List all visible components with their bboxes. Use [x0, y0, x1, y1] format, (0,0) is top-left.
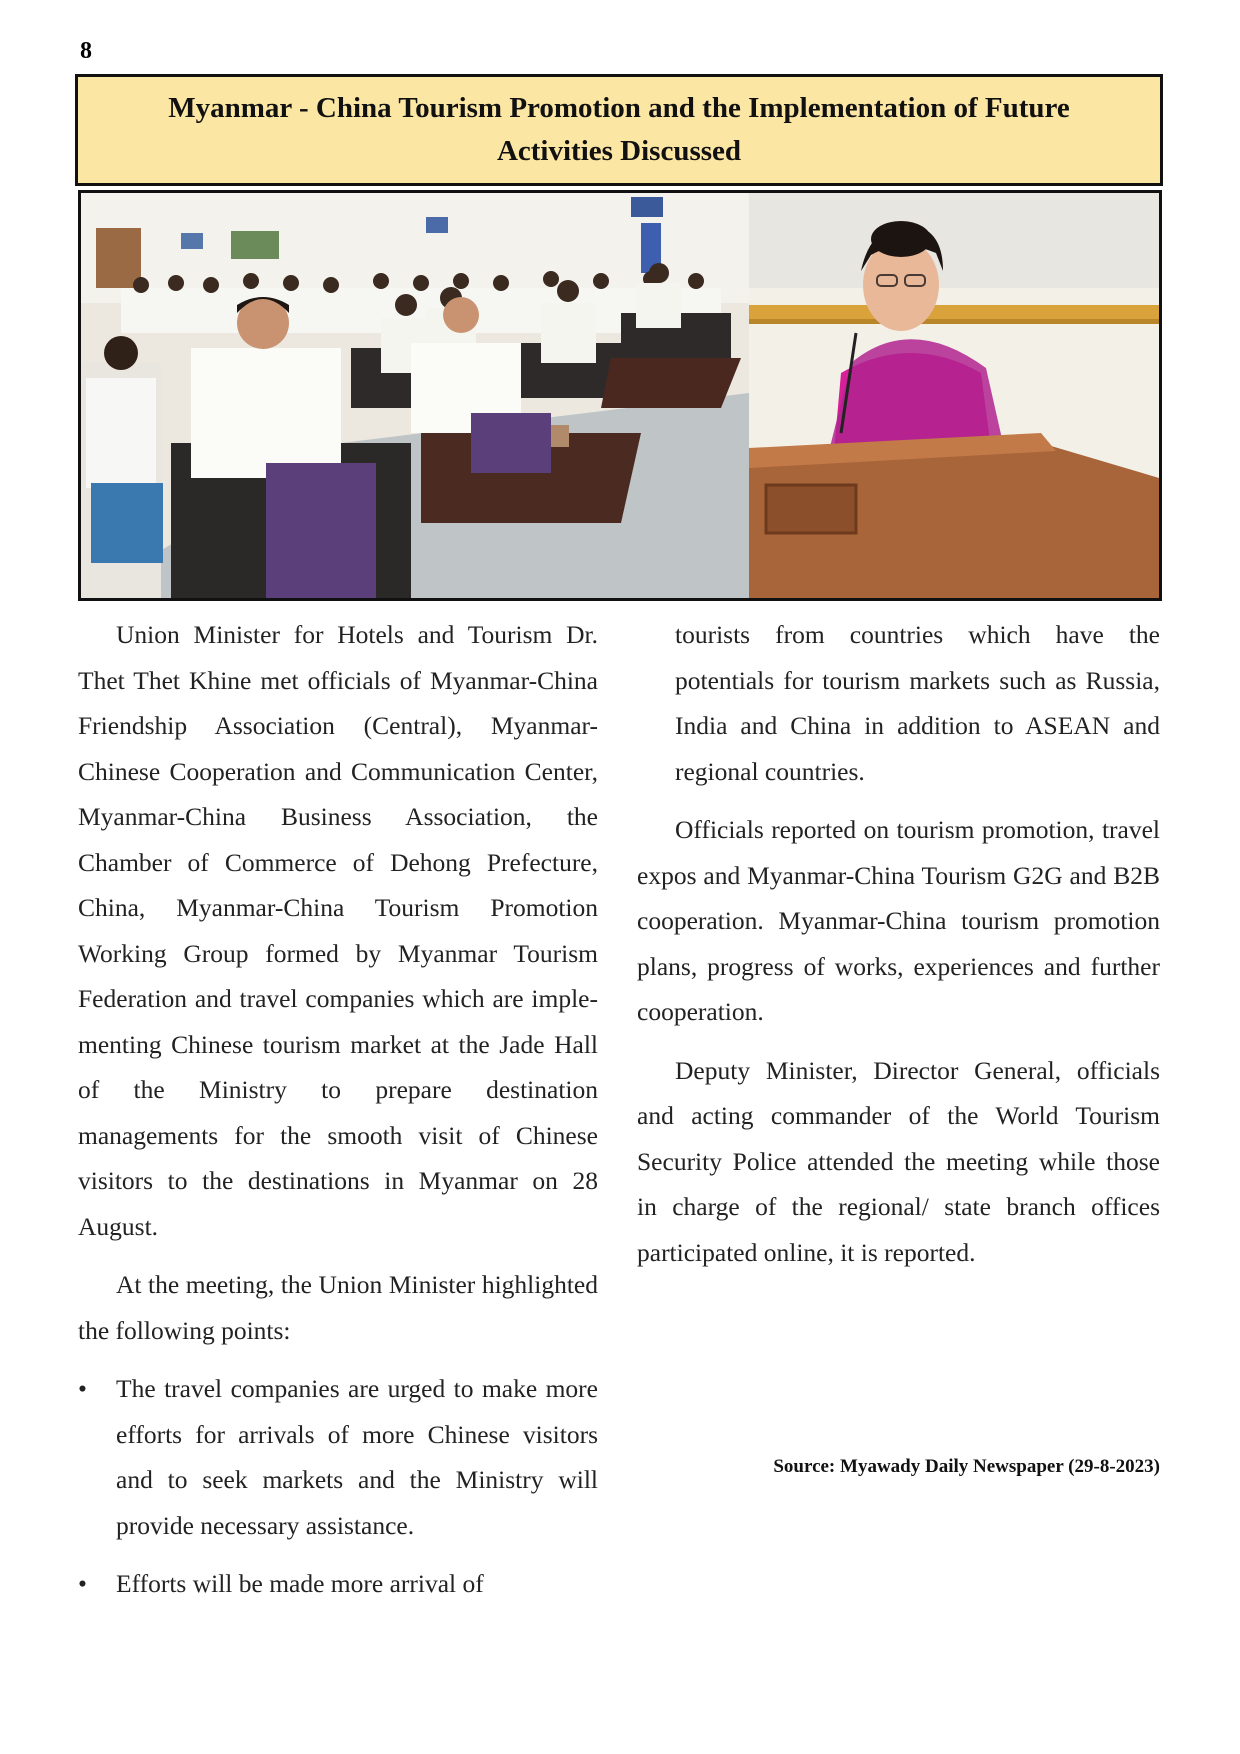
- right-column: [637, 612, 1160, 1288]
- bullet-item-1: [78, 1366, 598, 1548]
- bullet-icon: •: [78, 1569, 87, 1598]
- audience-photo: [81, 193, 749, 598]
- left-column: [78, 612, 598, 1620]
- bullet-text-2-start: Efforts will be made more arrival of: [116, 1569, 484, 1598]
- speaker-photo: [749, 193, 1159, 598]
- paragraph-4: Deputy Minister, Director General, officials and acting commander of the World Tourism Security Police attended the meeting while those in charge of the regional/ state branch offices participated online, it is reported.: [637, 1055, 1160, 1267]
- bullet-icon: •: [78, 1374, 87, 1403]
- bullet-item-2: [78, 1561, 598, 1607]
- bullet-list: [78, 1366, 598, 1607]
- paragraph-3: Officials reported on tourism promotion, travel expos and Myanmar-China Tourism G2G and B2B cooperation. Myanmar-China tourism promotion plans, progress of works, experiences and further cooperation.: [637, 815, 1160, 1026]
- source-credit: Source: Myawady Daily Newspaper (29-8-2023): [773, 1456, 1160, 1477]
- headline-box: [75, 74, 1163, 186]
- news-photo: [78, 190, 1162, 601]
- paragraph-2: At the meeting, the Union Minister highlighted the following points:: [78, 1270, 598, 1345]
- paragraph-1: Union Minister for Hotels and Tourism Dr. Thet Thet Khine met officials of Myanmar-China Friendship Association (Central), Myanmar-Chinese Cooperation and Communication Center, Myanmar-China Business Association, the Chamber of Commerce of Dehong Prefecture, China, Myanmar-China Tourism Promotion Working Group formed by Myanmar Tourism Federation and travel companies which are implementing Chinese tourism market at the Jade Hall of the Ministry to prepare destination managements for the smooth visit of Chinese visitors to the destinations in Myanmar on 28 August.: [78, 620, 598, 1241]
- headline: Myanmar - China Tourism Promotion and the Implementation of Future Activities Discussed: [168, 92, 1070, 167]
- bullet-text-1: The travel companies are urged to make more efforts for arrivals of more Chinese visitors and to seek markets and the Ministry will provide necessary assistance.: [116, 1374, 598, 1540]
- bullet-text-2-continued: tourists from countries which have the potentials for tourism markets such as Russia, India and China in addition to ASEAN and regional countries.: [675, 620, 1160, 786]
- page-number: 8: [80, 38, 92, 64]
